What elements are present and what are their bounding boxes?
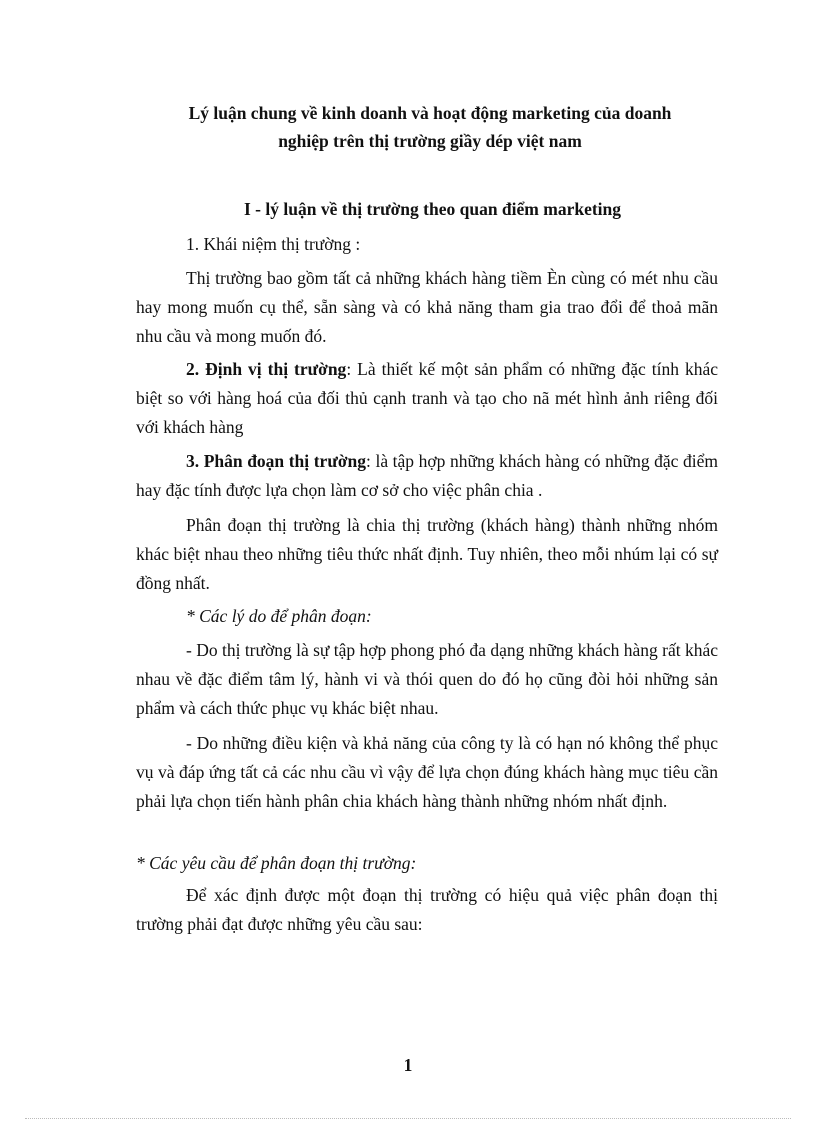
paragraph-label: 2. Định vị thị trường — [186, 359, 347, 379]
paragraph-text: Thị trường bao gồm tất cả những khách hàng tiềm Èn cùng có mét nhu cầu hay mong muốn cụ thể, sẵn sàng và có khả năng tham gia trao đổi để thoả mãn nhu cầu và mong muốn đó. — [136, 268, 718, 346]
paragraph-text: : là tập hợp những khách hàng có những đặc điểm hay đặc tính được lựa chọn làm cơ sở cho việc phân chia . — [136, 451, 718, 500]
paragraph-segmentation-requirements — [136, 881, 718, 939]
paragraph-text: - Do thị trường là sự tập hợp phong phó đa dạng những khách hàng rất khác nhau về đặc điểm tâm lý, hành vi và thói quen do đó họ cũng đòi hỏi những sản phẩm và cách thức phục vụ khác biệt nhau. — [136, 640, 718, 718]
document-title-line-1: Lý luận chung về kinh doanh và hoạt động marketing của doanh — [188, 103, 672, 123]
paragraph-text: 1. Khái niệm thị trường : — [186, 234, 361, 254]
paragraph-segmentation-requirements-heading — [136, 849, 718, 878]
paragraph-market-positioning — [136, 355, 718, 442]
paragraph-text: Để xác định được một đoạn thị trường có hiệu quả việc phân đoạn thị trường phải đạt được những yêu cầu sau: — [136, 885, 718, 934]
document-title-line-2: nghiệp trên thị trường giầy dép việt nam — [278, 131, 582, 151]
paragraph-text: - Do những điều kiện và khả năng của công ty là có hạn nó không thể phục vụ và đáp ứng tất cả các nhu cầu vì vậy để lựa chọn đúng khách hàng mục tiêu cần phải lựa chọn tiến hành phân chia khách hàng thành những nhóm nhất định. — [136, 733, 718, 811]
paragraph-market-segmentation — [136, 447, 718, 505]
paragraph-text: * Các yêu cầu để phân đoạn thị trường: — [136, 853, 417, 873]
paragraph-market-concept-heading — [136, 230, 718, 259]
paragraph-market-definition — [136, 264, 718, 351]
paragraph-text: : Là thiết kế một sản phẩm có những đặc tính khác biệt so với hàng hoá của đối thủ cạnh tranh và tạo cho nã mét hình ảnh riêng đối với khách hàng — [136, 359, 718, 437]
section-heading: I - lý luận về thị trường theo quan điểm marketing — [244, 199, 622, 219]
paragraph-text: * Các lý do để phân đoạn: — [186, 606, 372, 626]
paragraph-segmentation-definition — [136, 511, 718, 598]
page-number: 1 — [403, 1055, 413, 1075]
page-bottom-border — [25, 1118, 791, 1119]
paragraph-reason-2 — [136, 729, 718, 816]
paragraph-label: 3. Phân đoạn thị trường — [186, 451, 367, 471]
paragraph-segmentation-reasons-heading — [136, 602, 718, 631]
paragraph-reason-1 — [136, 636, 718, 723]
paragraph-text: Phân đoạn thị trường là chia thị trường (khách hàng) thành những nhóm khác biệt nhau theo những tiêu thức nhất định. Tuy nhiên, theo mỗi nhúm lại có sự đồng nhất. — [136, 515, 718, 593]
